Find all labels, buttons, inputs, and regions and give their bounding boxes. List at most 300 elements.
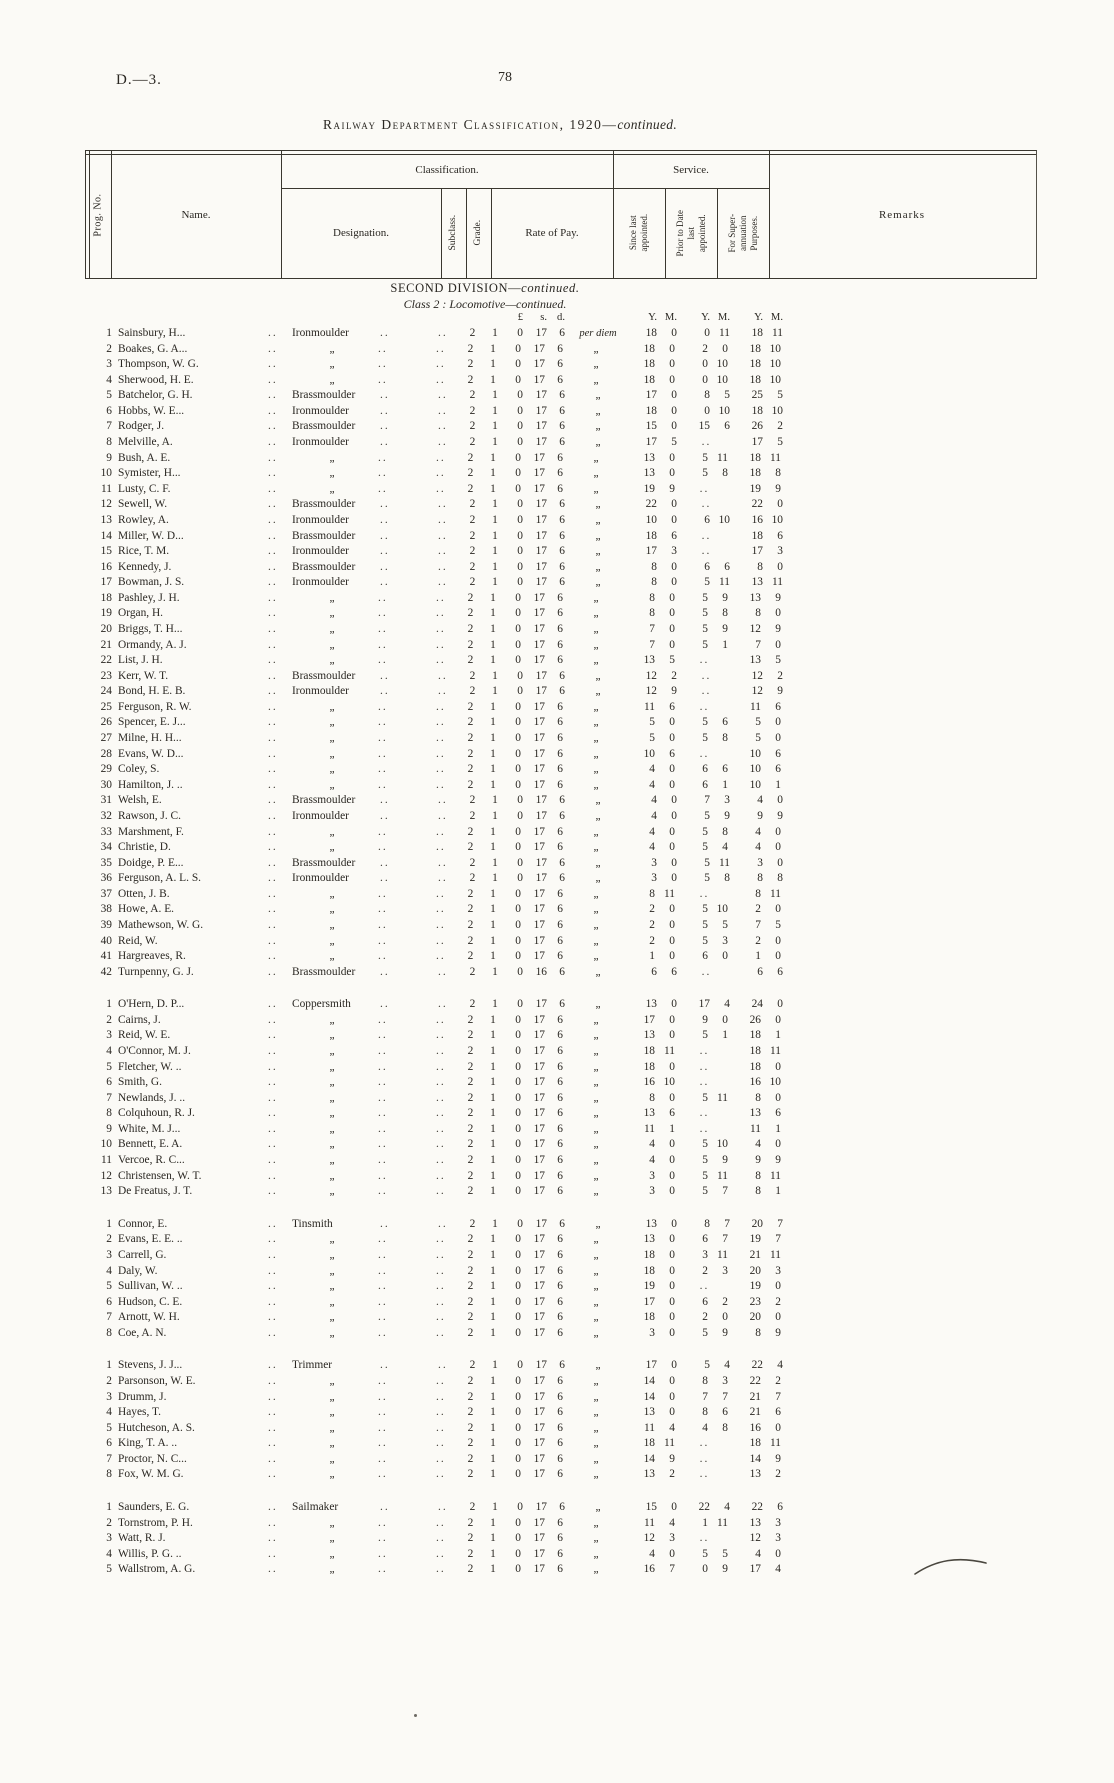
shillings-value: 17: [535, 436, 547, 449]
prior-to-date-last-cell: [678, 638, 731, 654]
pay-basis-cell: „: [593, 716, 599, 729]
years-value: 7: [649, 622, 655, 635]
prior-to-date-last-cell: ..: [699, 1468, 710, 1481]
name-cell: Hobbs, W. E...: [118, 404, 185, 417]
subclass-cell: 2: [469, 498, 476, 511]
years-value: 7: [649, 638, 655, 651]
dot-leader: ..: [268, 389, 278, 402]
years-value: 11: [750, 1122, 761, 1135]
spacer: [402, 762, 432, 778]
remarks-cell: [784, 1137, 1095, 1153]
years-value: 1: [702, 1516, 708, 1529]
pounds-value: 0: [515, 825, 521, 838]
grade-cell: 1: [492, 545, 498, 558]
years-value: 11: [750, 700, 761, 713]
prog-no-cell: 20: [100, 622, 112, 635]
months-value: 6: [669, 747, 675, 760]
designation-cell: Trimmer: [292, 1359, 333, 1372]
dot-leader: ..: [268, 545, 278, 558]
years-value: 15: [698, 420, 710, 433]
superannuation-cell: [731, 451, 784, 467]
remarks-cell: [786, 871, 1095, 887]
dot-leader: ..: [378, 1029, 388, 1042]
pounds-value: 0: [517, 576, 523, 589]
prior-to-date-last-cell: ..: [699, 700, 710, 713]
remarks-cell: [784, 715, 1095, 731]
since-last-appointed-cell: [625, 1184, 678, 1200]
shillings-value: 17: [535, 1217, 547, 1230]
months-value: 10: [769, 342, 781, 355]
grade-cell: 1: [490, 1091, 496, 1104]
subclass-cell: 2: [467, 934, 474, 947]
pounds-value: 0: [515, 1045, 521, 1058]
remarks-cell: [784, 747, 1095, 763]
name-cell: Turnpenny, G. J.: [118, 965, 194, 978]
months-value: 0: [669, 1311, 675, 1324]
name-cell: Milne, H. H...: [118, 732, 182, 745]
column-header-service: Service.: [673, 163, 709, 176]
dot-leader: ..: [378, 1390, 388, 1403]
dot-leader: ..: [378, 716, 388, 729]
pay-basis-cell: „: [595, 389, 601, 402]
pounds-value: 0: [517, 420, 523, 433]
column-header-rate-of-pay: Rate of Pay.: [525, 227, 579, 239]
shillings-value: 17: [533, 622, 545, 635]
grade-cell: 1: [492, 420, 498, 433]
prior-to-date-last-cell: [678, 934, 731, 950]
pay-basis-cell: „: [593, 1060, 599, 1073]
shillings-value: 17: [533, 1122, 545, 1135]
months-value: 10: [771, 404, 783, 417]
table-row: [85, 1248, 1095, 1264]
dot-leader: ..: [436, 591, 446, 604]
months-value: 0: [669, 1138, 675, 1151]
since-last-appointed-cell: [627, 513, 680, 529]
since-last-appointed-cell: [625, 715, 678, 731]
remarks-cell: [786, 1500, 1095, 1516]
since-last-appointed-cell: [625, 1122, 678, 1138]
shillings-value: 17: [535, 576, 547, 589]
since-last-appointed-cell: [625, 1264, 678, 1280]
prior-to-date-last-cell: ..: [699, 1437, 710, 1450]
name-cell: Evans, E. E. ..: [118, 1233, 183, 1246]
dot-leader: ..: [438, 576, 448, 589]
grade-cell: 1: [490, 342, 496, 355]
pounds-value: 0: [517, 685, 523, 698]
pence-value: 6: [557, 358, 563, 371]
months-value: 0: [669, 1154, 675, 1167]
name-cell: Lusty, C. F.: [118, 482, 171, 495]
dot-leader: ..: [380, 545, 390, 558]
spacer: [402, 1028, 432, 1044]
name-cell: Doidge, P. E...: [118, 856, 184, 869]
since-last-appointed-cell: [625, 342, 678, 358]
dot-leader: ..: [438, 560, 448, 573]
months-value: 0: [669, 825, 675, 838]
name-cell: Ormandy, A. J.: [118, 638, 187, 651]
superannuation-cell: [733, 419, 786, 435]
shillings-value: 17: [533, 1138, 545, 1151]
designation-cell: „: [329, 918, 335, 931]
since-last-appointed-cell: [627, 497, 680, 513]
dot-leader: ..: [268, 342, 278, 355]
table-row: [85, 326, 1095, 342]
prior-to-date-last-cell: [680, 809, 733, 825]
years-value: 5: [649, 716, 655, 729]
pay-basis-cell: „: [595, 872, 601, 885]
table-row: [85, 1169, 1095, 1185]
rate-of-pay-cell: [505, 1122, 567, 1138]
designation-cell: Tinsmith: [292, 1217, 333, 1230]
rate-of-pay-cell: [505, 482, 567, 498]
subclass-cell: 2: [467, 1468, 474, 1481]
grade-cell: 1: [490, 1122, 496, 1135]
pay-basis-cell: „: [593, 747, 599, 760]
remarks-cell: [784, 1248, 1095, 1264]
prior-to-date-last-cell: [678, 357, 731, 373]
pence-value: 6: [557, 1563, 563, 1576]
dot-leader: ..: [436, 1311, 446, 1324]
prog-no-cell: 7: [106, 1311, 112, 1324]
table-row: [85, 1075, 1095, 1091]
years-value: 22: [751, 1501, 763, 1514]
dot-leader: ..: [268, 1233, 278, 1246]
designation-cell: „: [329, 342, 335, 355]
grade-cell: 1: [490, 716, 496, 729]
months-value: 7: [722, 1185, 728, 1198]
designation-cell: „: [329, 825, 335, 838]
prog-no-cell: 5: [106, 1563, 112, 1576]
name-cell: Vercoe, R. C...: [118, 1154, 185, 1167]
pay-basis-cell: „: [593, 1091, 599, 1104]
dot-leader: ..: [436, 342, 446, 355]
dot-leader: ..: [436, 841, 446, 854]
prog-no-cell: 34: [100, 841, 112, 854]
years-value: 4: [755, 1138, 761, 1151]
prog-no-cell: 38: [100, 903, 112, 916]
designation-cell: „: [329, 1563, 335, 1576]
remarks-cell: [784, 731, 1095, 747]
pounds-value: 0: [515, 373, 521, 386]
years-value: 18: [645, 404, 657, 417]
prog-no-cell: 15: [100, 545, 112, 558]
grade-cell: 1: [490, 622, 496, 635]
spacer: [402, 1264, 432, 1280]
designation-cell: „: [329, 716, 335, 729]
table-row: [85, 591, 1095, 607]
grade-cell: 1: [492, 404, 498, 417]
name-cell: Rowley, A.: [118, 513, 169, 526]
dot-leader: ..: [378, 1013, 388, 1026]
subclass-cell: 2: [469, 560, 476, 573]
years-value: 4: [651, 809, 657, 822]
months-value: 9: [775, 591, 781, 604]
name-cell: Connor, E.: [118, 1217, 168, 1230]
pence-value: 6: [559, 998, 565, 1011]
years-value: 10: [749, 747, 761, 760]
shillings-value: 17: [533, 778, 545, 791]
months-value: 11: [770, 451, 781, 464]
table-row: [85, 1405, 1095, 1421]
years-value: 12: [749, 1532, 761, 1545]
years-value: 19: [749, 1233, 761, 1246]
superannuation-cell: [731, 934, 784, 950]
dot-leader: ..: [438, 436, 448, 449]
pay-basis-cell: „: [593, 482, 599, 495]
remarks-cell: [786, 497, 1095, 513]
pounds-value: 0: [515, 747, 521, 760]
since-last-appointed-cell: [625, 1516, 678, 1532]
dot-leader: ..: [378, 342, 388, 355]
prior-to-date-last-cell: ..: [699, 887, 710, 900]
prior-to-date-last-cell: [678, 918, 731, 934]
years-value: 8: [755, 1326, 761, 1339]
pay-basis-cell: „: [593, 1185, 599, 1198]
name-cell: Boakes, G. A...: [118, 342, 188, 355]
years-value: 1: [649, 950, 655, 963]
remarks-cell: [786, 856, 1095, 872]
since-last-appointed-cell: [625, 1137, 678, 1153]
years-value: 12: [645, 669, 657, 682]
superannuation-cell: [731, 1516, 784, 1532]
years-value: 5: [704, 809, 710, 822]
months-value: 5: [775, 918, 781, 931]
rate-of-pay-cell: [507, 793, 569, 809]
dot-leader: ..: [378, 1060, 388, 1073]
shillings-value: 16: [535, 965, 547, 978]
name-cell: Carrell, G.: [118, 1248, 167, 1261]
prior-to-date-last-cell: [680, 997, 733, 1013]
shillings-value: 17: [533, 1233, 545, 1246]
years-value: 18: [643, 358, 655, 371]
prior-to-date-last-cell: [678, 1374, 731, 1390]
remarks-cell: [784, 451, 1095, 467]
dot-leader: ..: [268, 965, 278, 978]
pay-basis-cell: „: [593, 1122, 599, 1135]
name-cell: Hutcheson, A. S.: [118, 1421, 195, 1434]
since-last-appointed-cell: [625, 840, 678, 856]
prior-to-date-last-cell: [680, 419, 733, 435]
years-value: 16: [749, 1076, 761, 1089]
prog-no-cell: 7: [106, 1091, 112, 1104]
shillings-value: 17: [535, 420, 547, 433]
prior-to-date-last-cell: ..: [699, 1280, 710, 1293]
page-title-main: Railway Department Classification, 1920—: [322, 117, 618, 132]
subclass-cell: 2: [467, 1013, 474, 1026]
prior-to-date-last-cell: [678, 825, 731, 841]
table-row: [85, 856, 1095, 872]
rate-of-pay-cell: [507, 997, 569, 1013]
shillings-value: 17: [533, 1091, 545, 1104]
grade-cell: 1: [490, 903, 496, 916]
pence-value: 6: [559, 327, 565, 339]
rate-of-pay-cell: [505, 1531, 567, 1547]
pence-value: 6: [557, 903, 563, 916]
prog-no-cell: 25: [100, 700, 112, 713]
spacer: [404, 326, 434, 342]
shillings-value: 17: [533, 1029, 545, 1042]
prior-to-date-last-cell: [678, 591, 731, 607]
rate-of-pay-cell: [507, 575, 569, 591]
name-cell: Sainsbury, H...: [118, 327, 186, 339]
shillings-value: 17: [533, 1563, 545, 1576]
pay-basis-cell: „: [593, 1437, 599, 1450]
dot-leader: ..: [436, 1295, 446, 1308]
remarks-cell: [786, 419, 1095, 435]
months-value: 0: [669, 778, 675, 791]
prog-no-cell: 22: [100, 654, 112, 667]
rate-of-pay-cell: [505, 1153, 567, 1169]
rate-of-pay-cell: [505, 638, 567, 654]
since-last-appointed-cell: [625, 1028, 678, 1044]
years-value: 22: [698, 1501, 710, 1514]
months-value: 11: [664, 1437, 675, 1450]
dot-leader: ..: [378, 1076, 388, 1089]
table-row: [85, 1310, 1095, 1326]
dot-leader: ..: [268, 1076, 278, 1089]
designation-cell: „: [329, 1154, 335, 1167]
pounds-value: 0: [515, 1375, 521, 1387]
years-value: 0: [704, 404, 710, 417]
superannuation-cell: [733, 1500, 786, 1516]
dot-leader: ..: [438, 513, 448, 526]
pence-value: 6: [557, 747, 563, 760]
shillings-value: 17: [535, 513, 547, 526]
grade-cell: 1: [490, 373, 496, 386]
pence-value: 6: [557, 825, 563, 838]
months-value: 11: [717, 1516, 728, 1529]
years-value: 4: [755, 1547, 761, 1560]
table-row: [85, 544, 1095, 560]
pounds-value: 0: [517, 529, 523, 542]
prior-to-date-last-cell: [678, 762, 731, 778]
designation-cell: „: [329, 747, 335, 760]
subclass-cell: 2: [467, 903, 474, 916]
dot-leader: ..: [380, 965, 390, 978]
pay-basis-cell: „: [595, 1501, 601, 1514]
since-last-appointed-cell: [627, 1358, 680, 1374]
pounds-value: 0: [515, 918, 521, 931]
years-value: 2: [755, 903, 761, 916]
spacer: [402, 1531, 432, 1547]
pounds-value: 0: [517, 1359, 523, 1372]
pence-value: 6: [559, 794, 565, 807]
shillings-value: 17: [533, 1532, 545, 1545]
superannuation-cell: [731, 1295, 784, 1311]
spacer: [402, 934, 432, 950]
designation-cell: „: [329, 1045, 335, 1058]
name-cell: O'Connor, M. J.: [118, 1045, 191, 1058]
grade-cell: 1: [492, 872, 498, 885]
since-last-appointed-cell: [627, 435, 680, 451]
since-last-appointed-cell: [625, 1044, 678, 1060]
subclass-cell: 2: [467, 1390, 474, 1403]
months-value: 0: [671, 1359, 677, 1372]
months-value: 3: [722, 1264, 728, 1277]
months-value: 0: [671, 872, 677, 885]
years-value: 6: [704, 513, 710, 526]
grade-cell: 1: [490, 887, 496, 900]
months-value: 0: [671, 513, 677, 526]
grade-cell: 1: [490, 918, 496, 931]
years-value: 5: [702, 1029, 708, 1042]
years-value: 13: [643, 467, 655, 480]
grade-cell: 1: [492, 436, 498, 449]
subclass-cell: 2: [467, 1122, 474, 1135]
superannuation-cell: [731, 1390, 784, 1406]
dot-leader: ..: [438, 529, 448, 542]
pence-value: 6: [557, 887, 563, 900]
months-value: 11: [719, 327, 730, 339]
shillings-value: 17: [533, 1406, 545, 1419]
years-value: 7: [704, 794, 710, 807]
rate-of-pay-cell: [505, 1106, 567, 1122]
years-value: 5: [702, 825, 708, 838]
superannuation-cell: [731, 1137, 784, 1153]
designation-cell: „: [329, 467, 335, 480]
table-row: [85, 575, 1095, 591]
prior-to-date-last-cell: [678, 778, 731, 794]
prog-no-cell: 14: [100, 529, 112, 542]
prog-no-cell: 6: [106, 1437, 112, 1450]
superannuation-cell: [731, 1310, 784, 1326]
months-value: 9: [722, 1563, 728, 1576]
shillings-value: 17: [535, 998, 547, 1011]
since-last-appointed-cell: [625, 1374, 678, 1390]
shillings-value: 17: [533, 451, 545, 464]
spacer: [402, 342, 432, 358]
name-cell: De Freatus, J. T.: [118, 1185, 193, 1198]
years-value: 11: [644, 700, 655, 713]
rate-of-pay-cell: [505, 902, 567, 918]
months-value: 0: [669, 903, 675, 916]
dot-leader: ..: [268, 747, 278, 760]
months-value: 11: [664, 887, 675, 900]
grade-cell: 1: [492, 809, 498, 822]
months-value: 9: [722, 1154, 728, 1167]
dot-leader: ..: [268, 1547, 278, 1560]
superannuation-cell: [733, 684, 786, 700]
table-row: [85, 653, 1095, 669]
superannuation-cell: [731, 825, 784, 841]
superannuation-cell: [731, 840, 784, 856]
since-last-appointed-cell: [627, 997, 680, 1013]
dot-leader: ..: [436, 747, 446, 760]
subclass-cell: 2: [469, 420, 476, 433]
table-row: [85, 934, 1095, 950]
remarks-cell: [784, 482, 1095, 498]
pence-value: 6: [557, 1185, 563, 1198]
pounds-value: 0: [515, 467, 521, 480]
years-value: 18: [643, 1045, 655, 1058]
designation-cell: „: [329, 1091, 335, 1104]
pounds-value: 0: [515, 342, 521, 355]
years-value: 19: [643, 1280, 655, 1293]
name-cell: Smith, G.: [118, 1076, 162, 1089]
designation-cell: „: [329, 1421, 335, 1434]
table-row: [85, 638, 1095, 654]
dot-leader: ..: [436, 1169, 446, 1182]
shillings-value: 17: [533, 1326, 545, 1339]
prior-to-date-last-cell: [680, 575, 733, 591]
pence-value: 6: [557, 654, 563, 667]
rate-of-pay-cell: [507, 544, 569, 560]
years-value: 15: [645, 420, 657, 433]
rate-of-pay-cell: [505, 762, 567, 778]
since-last-appointed-cell: [627, 560, 680, 576]
years-value: 18: [751, 404, 763, 417]
pence-value: 6: [559, 685, 565, 698]
